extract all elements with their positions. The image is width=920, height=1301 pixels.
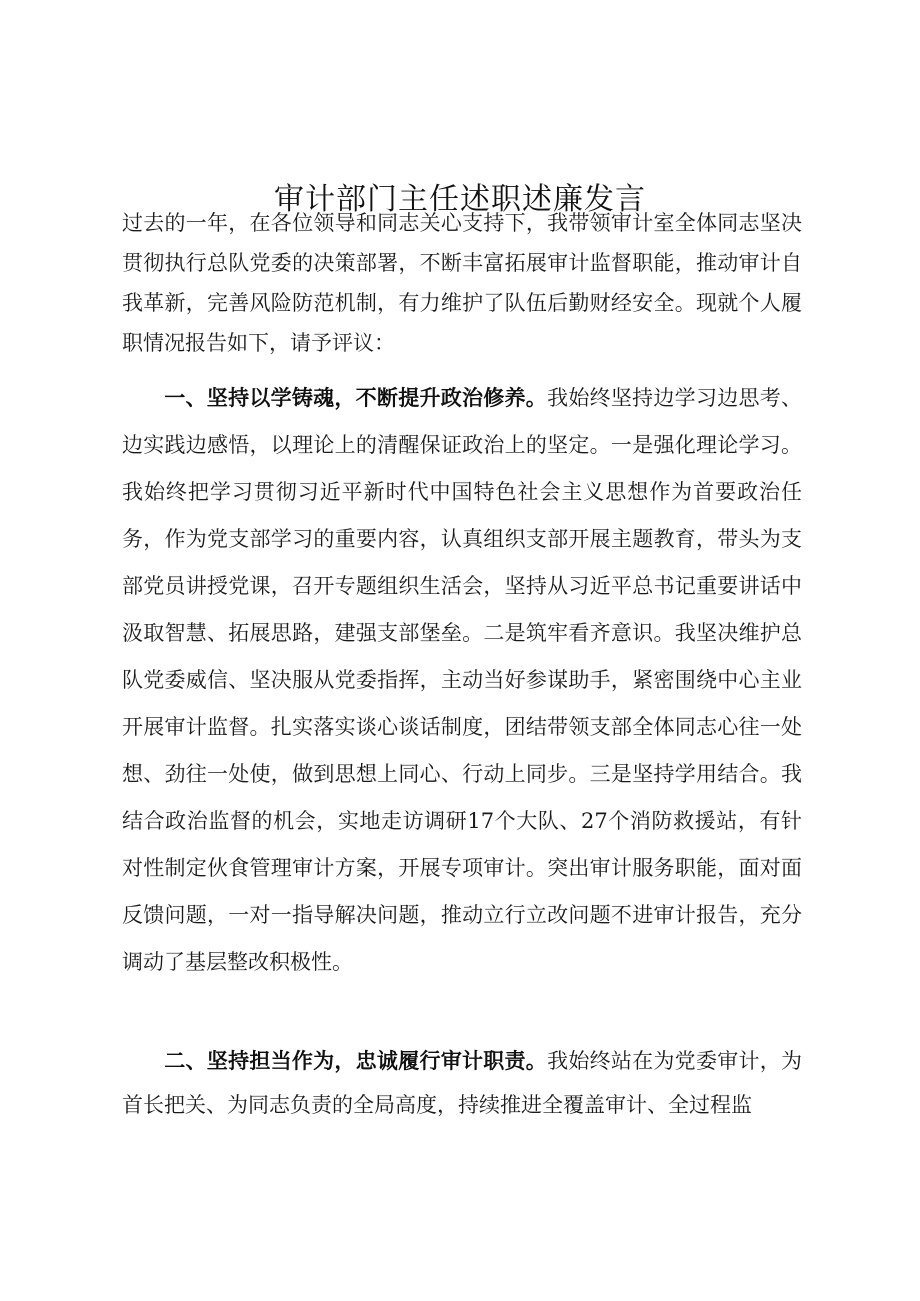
section-1-text: 我始终坚持边学习边思考、边实践边感悟，以理论上的清醒保证政治上的坚定。一是强化理论学习。我始终把学习贯彻习近平新时代中国特色社会主义思想作为首要政治任务，作为党支部学习的重要内容，认真组织支部开展主题教育，带头为支部党员讲授党课，召开专题组织生活会，坚持从习近平总书记重要讲话中汲取智慧、拓展思路，建强支部堡垒。二是筑牢看齐意识。我坚决维护总队党委威信、坚决服从党委指挥，主动当好参谋助手，紧密围绕中心主业开展审计监督。扎实落实谈心谈话制度，团结带领支部全体同志心往一处想、劲往一处使，做到思想上同心、行动上同步。三是坚持学用结合。我结合政治监督的机会，实地走访调研17个大队、27个消防救援站，有针对性制定伙食管理审计方案，开展专项审计。突出审计服务职能，面对面反馈问题，一对一指导解决问题，推动立行立改问题不进审计报告，充分调动了基层整改积极性。: [122, 386, 803, 974]
paragraph-section-1: [122, 375, 802, 986]
section-2-heading: 二、坚持担当作为，忠诚履行审计职责。: [164, 1049, 548, 1073]
section-1-heading: 一、坚持以学铸魂，不断提升政治修养。: [164, 386, 548, 410]
paragraph-intro-text: 过去的一年，在各位领导和同志关心支持下，我带领审计室全体同志坚决贯彻执行总队党委的决策部署，不断丰富拓展审计监督职能，推动审计自我革新，完善风险防范机制，有力维护了队伍后勤财经安全。现就个人履职情况报告如下，请予评议：: [122, 211, 802, 355]
paragraph-intro: [122, 203, 802, 363]
document-title: 审计部门主任述职述廉发言: [274, 182, 646, 217]
paragraph-section-2: [122, 1039, 802, 1127]
section-2-text: 我始终站在为党委审计，为首长把关、为同志负责的全局高度，持续推进全覆盖审计、全过程监: [122, 1049, 803, 1117]
